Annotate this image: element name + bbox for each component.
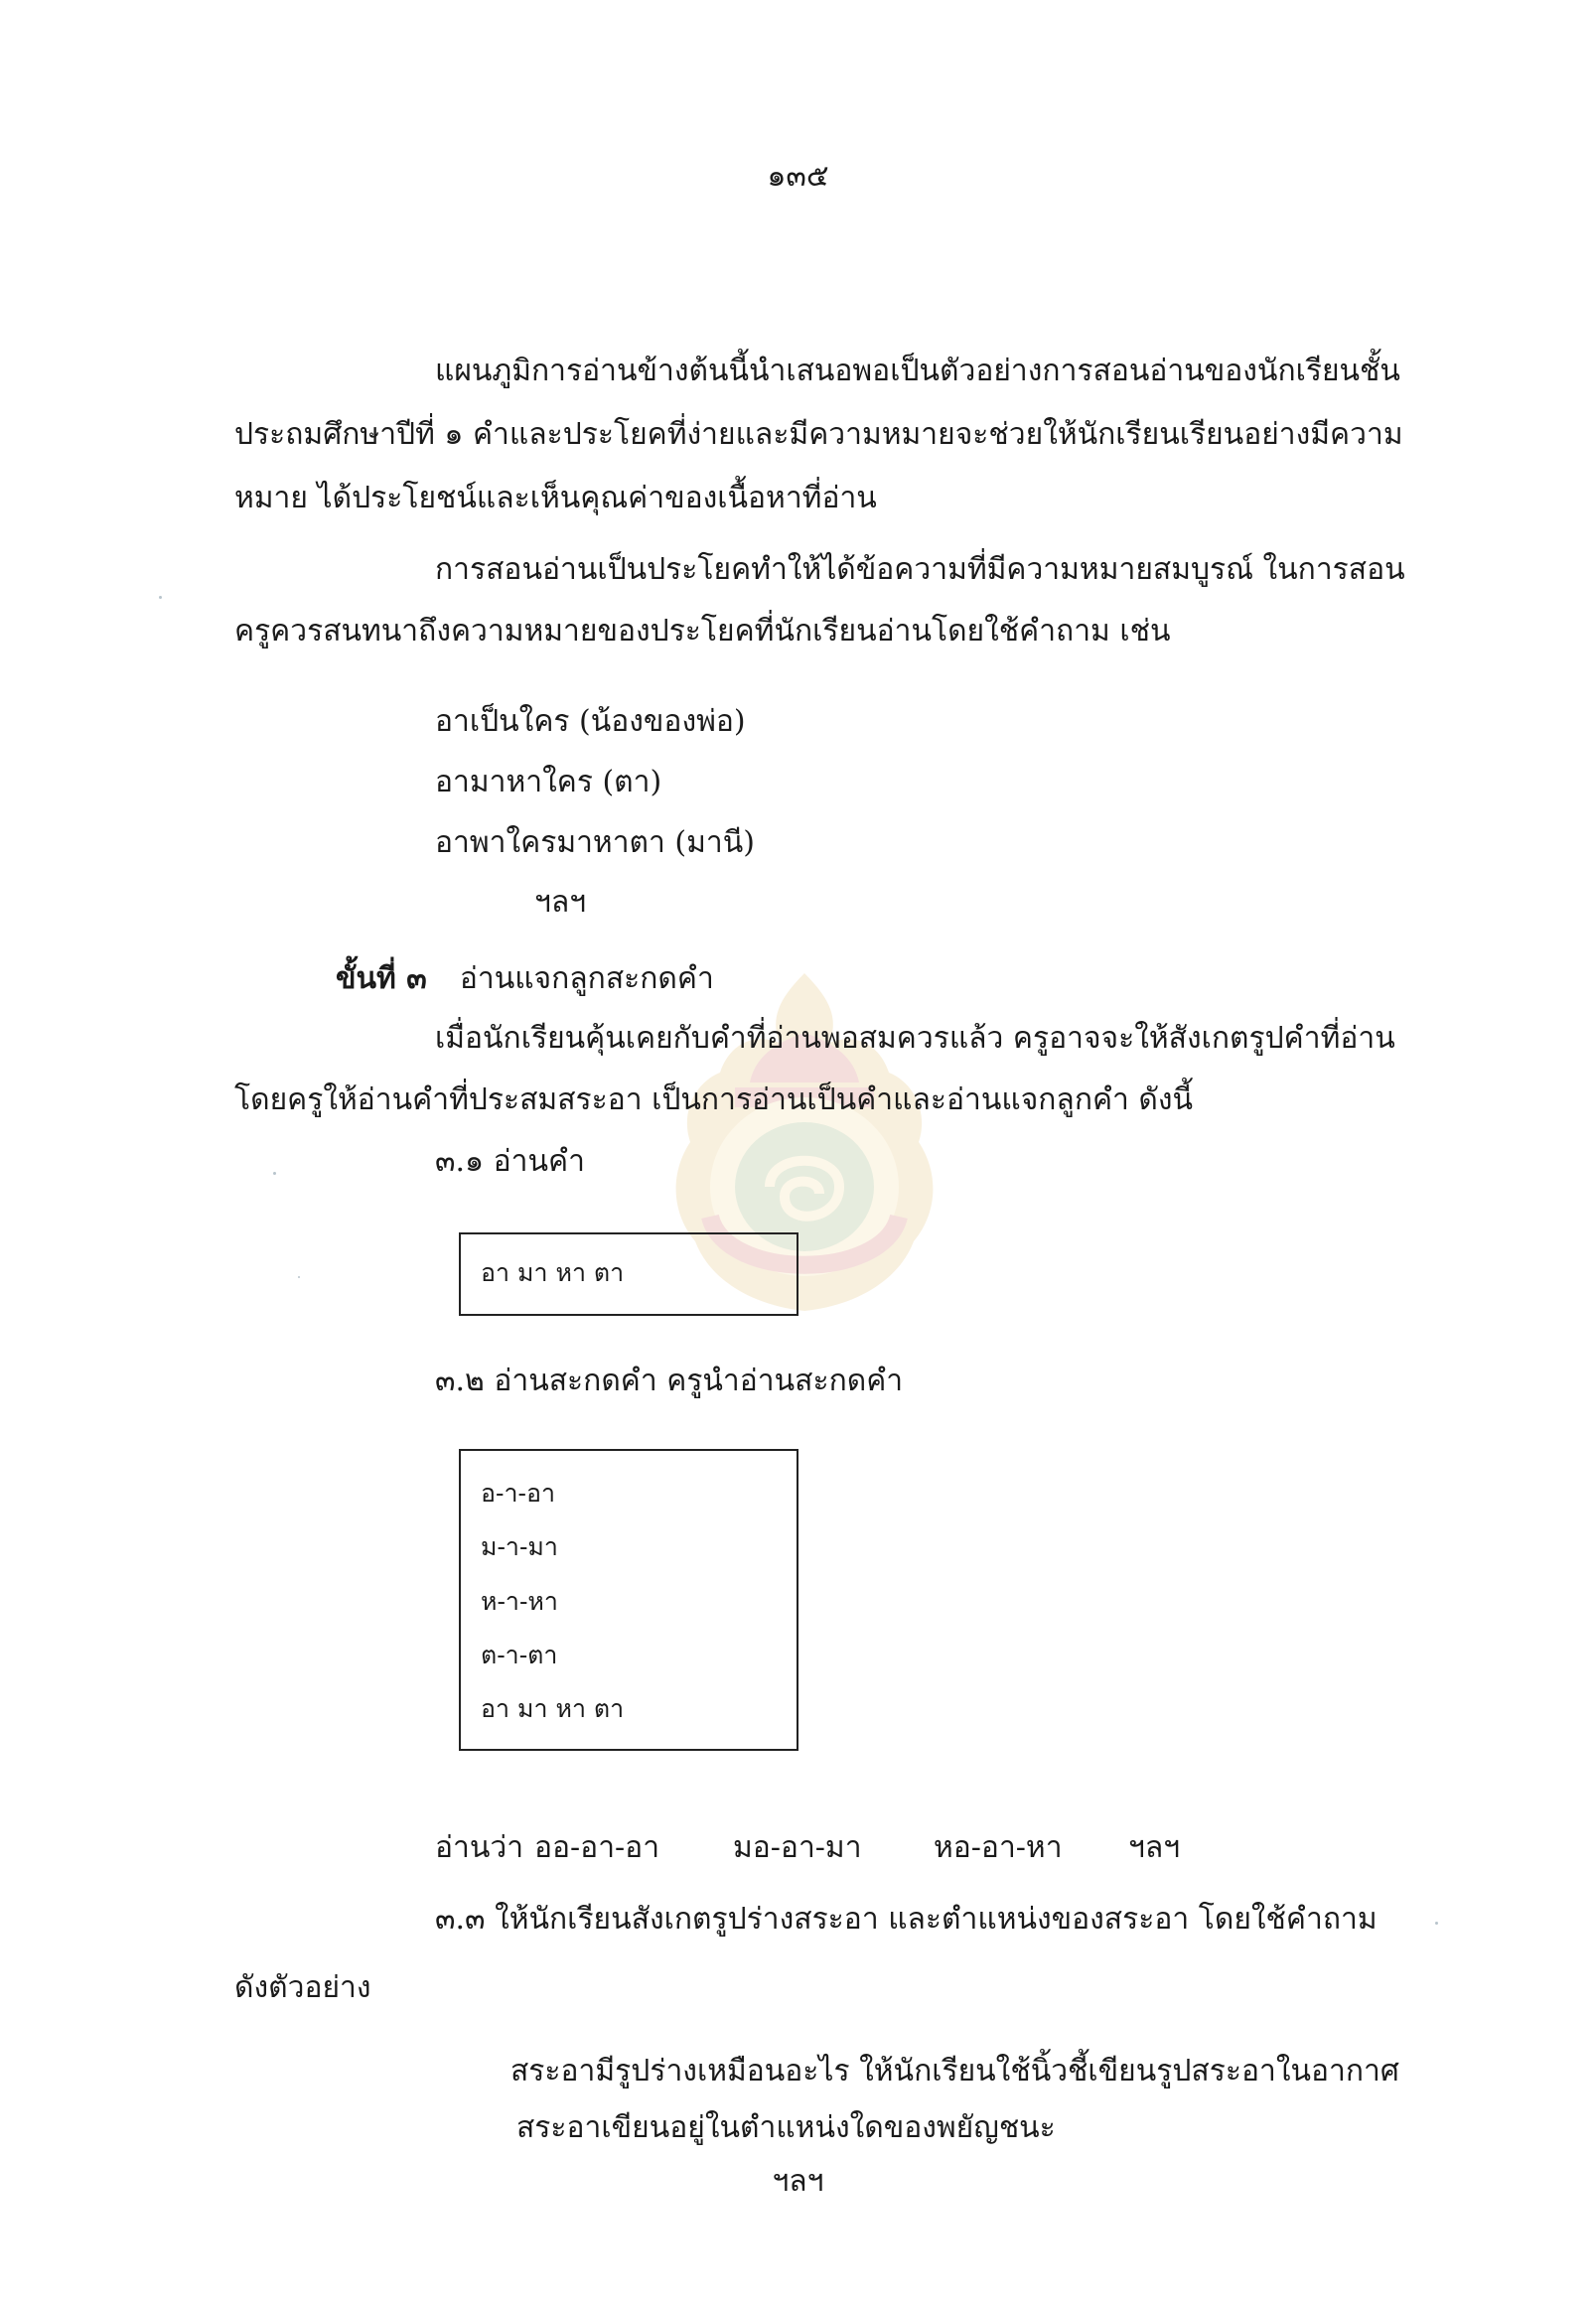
sub-3-3-question-1: สระอามีรูปร่างเหมือนอะไร ให้นักเรียนใช้นิ้วชี้เขียนรูปสระอาในอากาศ bbox=[510, 2054, 1399, 2088]
word-box bbox=[459, 1232, 798, 1316]
step-3-title: อ่านแจกลูกสะกดคำ bbox=[459, 961, 714, 996]
read-as-item-3: หอ-อา-หา bbox=[934, 1830, 1063, 1865]
paragraph-2-line-2: ครูควรสนทนาถึงความหมายของประโยคที่นักเรียนอ่านโดยใช้คำถาม เช่น bbox=[234, 614, 1171, 648]
question-2: อามาหาใคร (ตา) bbox=[435, 765, 662, 799]
step-3-desc-line-1: เมื่อนักเรียนคุ้นเคยกับคำที่อ่านพอสมควรแล้ว ครูอาจจะให้สังเกตรูปคำที่อ่าน bbox=[435, 1021, 1395, 1056]
read-as-label: อ่านว่า bbox=[435, 1830, 524, 1865]
paragraph-1-line-2: ประถมศึกษาปีที่ ๑ คำและประโยคที่ง่ายและมีความหมายจะช่วยให้นักเรียนเรียนอย่างมีความ bbox=[234, 417, 1403, 452]
paragraph-1-line-1: แผนภูมิการอ่านข้างต้นนี้นำเสนอพอเป็นตัวอย่างการสอนอ่านของนักเรียนชั้น bbox=[435, 354, 1400, 388]
scan-speck bbox=[273, 1172, 276, 1175]
spelling-line-4: ต-า-ตา bbox=[481, 1641, 558, 1669]
read-as-item-2: มอ-อา-มา bbox=[733, 1830, 862, 1865]
read-as-etc: ฯลฯ bbox=[1128, 1830, 1181, 1865]
sub-3-3-etc: ฯลฯ bbox=[772, 2164, 824, 2199]
spelling-line-3: ห-า-หา bbox=[481, 1587, 558, 1616]
page-number: ๑๓๕ bbox=[767, 159, 829, 194]
step-3-desc-line-2: โดยครูให้อ่านคำที่ประสมสระอา เป็นการอ่านเป็นคำและอ่านแจกลูกคำ ดังนี้ bbox=[234, 1082, 1194, 1117]
questions-etc: ฯลฯ bbox=[534, 885, 587, 920]
step-3-label: ขั้นที่ ๓ bbox=[336, 961, 427, 996]
spelling-line-2: ม-า-มา bbox=[481, 1532, 558, 1561]
question-1: อาเป็นใคร (น้องของพ่อ) bbox=[435, 704, 746, 739]
scan-speck bbox=[1435, 1922, 1438, 1925]
sub-3-1-title: ๓.๑ อ่านคำ bbox=[435, 1144, 585, 1179]
word-box-text: อา มา หา ตา bbox=[481, 1258, 625, 1287]
sub-3-3-line-2: ดังตัวอย่าง bbox=[234, 1970, 371, 2005]
sub-3-2-title: ๓.๒ อ่านสะกดคำ ครูนำอ่านสะกดคำ bbox=[435, 1364, 904, 1398]
step-3-heading bbox=[336, 959, 714, 999]
scan-speck bbox=[159, 596, 162, 599]
spelling-line-1: อ-า-อา bbox=[481, 1479, 555, 1508]
scan-speck bbox=[298, 1276, 300, 1278]
paragraph-1-line-3: หมาย ได้ประโยชน์และเห็นคุณค่าของเนื้อหาที่อ่าน bbox=[234, 481, 877, 515]
question-3: อาพาใครมาหาตา (มานี) bbox=[435, 825, 755, 860]
read-as-item-1: ออ-อา-อา bbox=[534, 1830, 660, 1865]
paragraph-2-line-1: การสอนอ่านเป็นประโยคทำให้ได้ข้อความที่มีความหมายสมบูรณ์ ในการสอน bbox=[435, 552, 1405, 587]
spelling-line-5: อา มา หา ตา bbox=[481, 1694, 625, 1723]
sub-3-3-line-1: ๓.๓ ให้นักเรียนสังเกตรูปร่างสระอา และตำแหน่งของสระอา โดยใช้คำถาม bbox=[435, 1902, 1378, 1937]
sub-3-3-question-2: สระอาเขียนอยู่ในตำแหน่งใดของพยัญชนะ bbox=[516, 2110, 1056, 2145]
spelling-box bbox=[459, 1449, 798, 1751]
